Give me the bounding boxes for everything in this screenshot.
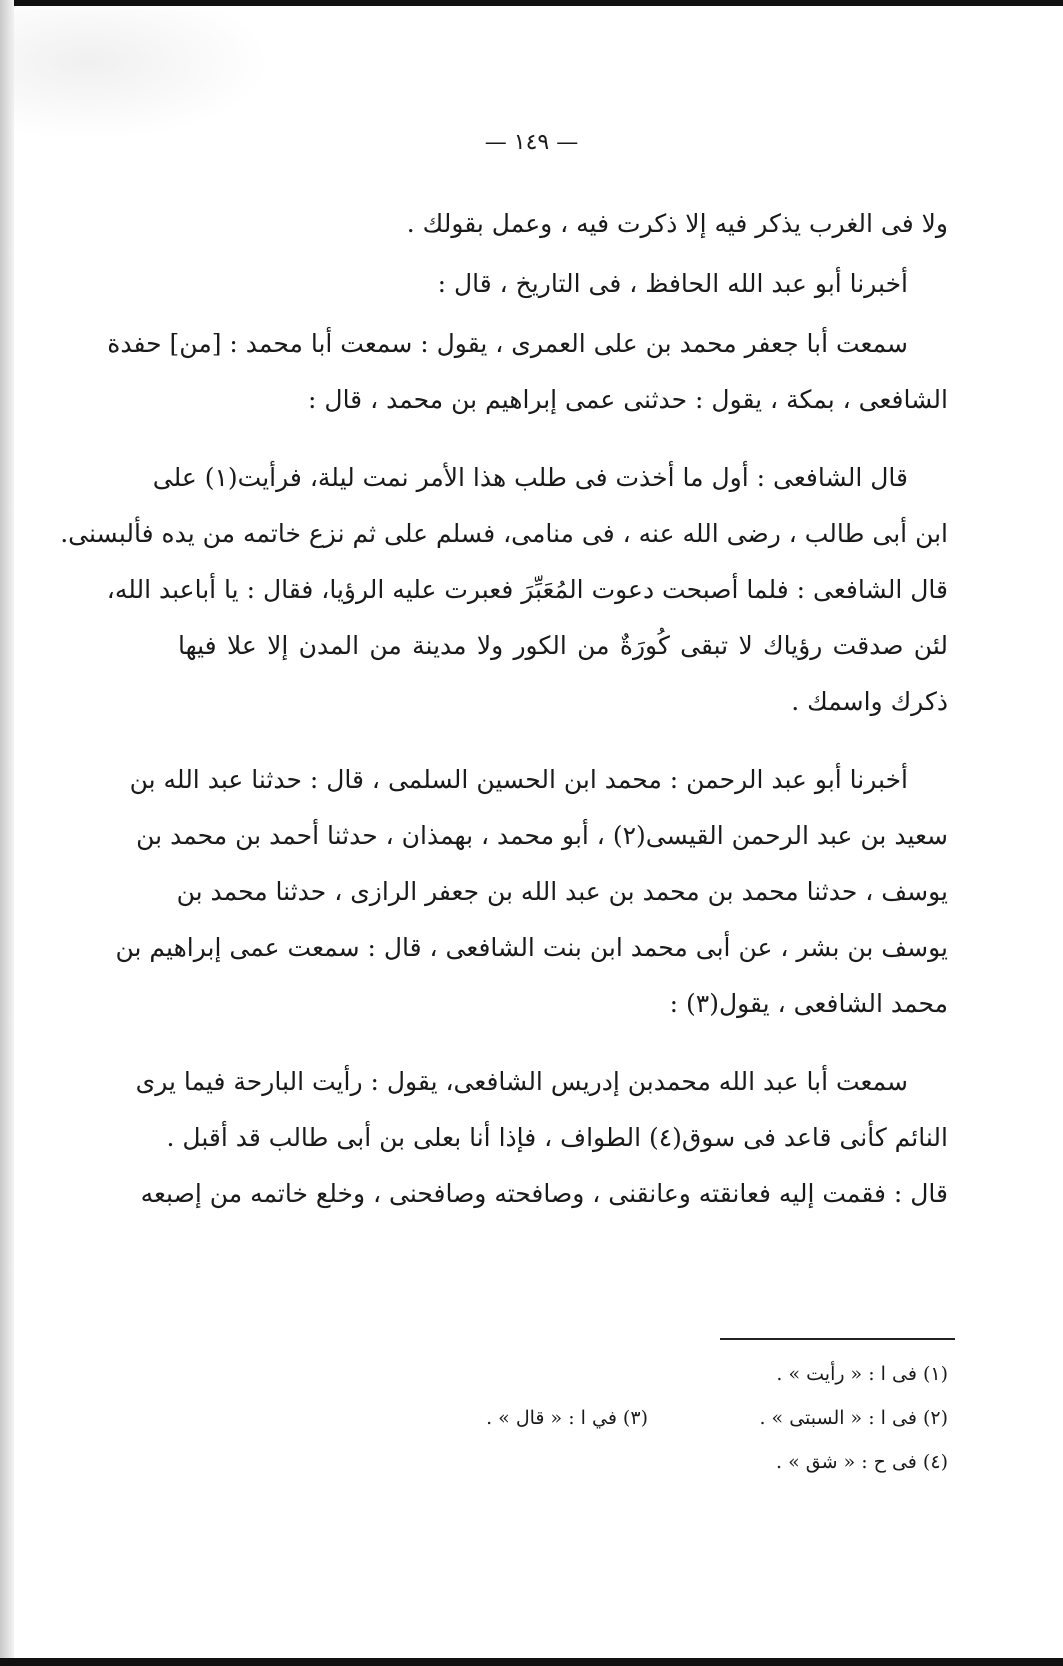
- text-line: يوسف ، حدثنا محمد بن محمد بن عبد الله بن جعفر الرازى ، حدثنا محمد بن: [176, 877, 948, 906]
- text-line: أخبرنا أبو عبد الرحمن : محمد ابن الحسين السلمى ، قال : حدثنا عبد الله بن: [129, 765, 908, 794]
- footnote-4: (٤) فى ح : « شق » .: [776, 1451, 948, 1473]
- footnote-row: [178, 1352, 948, 1396]
- text-line: ابن أبى طالب ، رضى الله عنه ، فى منامى، فسلم على ثم نزع خاتمه من يده فألبسنى.: [60, 519, 948, 548]
- footnote-1: (١) فى ا : « رأيت » .: [776, 1363, 948, 1385]
- top-scan-border: [0, 0, 1063, 6]
- paragraph-6: [135, 1054, 948, 1222]
- text-line: الشافعى ، بمكة ، يقول : حدثنى عمى إبراهيم بن محمد ، قال :: [308, 385, 948, 414]
- paragraph-1: [178, 196, 948, 252]
- scan-noise: [10, 10, 270, 140]
- text-line: ولا فى الغرب يذكر فيه إلا ذكرت فيه ، وعمل بقولك .: [406, 209, 948, 238]
- paragraph-3: [107, 316, 948, 428]
- footnote-row: [178, 1396, 948, 1440]
- footnote-3: (٣) في ا : « قال » .: [486, 1407, 648, 1429]
- text-line: أخبرنا أبو عبد الله الحافظ ، فى التاريخ ، قال :: [437, 269, 908, 298]
- paragraph-4: [60, 450, 948, 730]
- text-line: قال : فقمت إليه فعانقته وعانقنى ، وصافحته وصافحنى ، وخلع خاتمه من إصبعه: [140, 1179, 948, 1208]
- left-scan-edge: [0, 0, 14, 1666]
- text-line: قال الشافعى : فلما أصبحت دعوت المُعَبِّرَ فعبرت عليه الرؤيا، فقال : يا أباعبد الله،: [106, 575, 948, 604]
- text-line: لئن صدقت رؤياك لا تبقى كُورَةٌ من الكور ولا مدينة من المدن إلا علا فيها: [178, 631, 948, 660]
- text-line: ذكرك واسمك .: [791, 687, 948, 716]
- text-line: قال الشافعى : أول ما أخذت فى طلب هذا الأمر نمت ليلة، فرأيت(١) على: [152, 463, 908, 492]
- footnotes: [178, 1352, 948, 1484]
- footnote-2: (٢) فى ا : « السبتى » .: [759, 1407, 948, 1429]
- text-line: محمد الشافعى ، يقول(٣) :: [669, 989, 948, 1018]
- bottom-scan-border: [0, 1658, 1063, 1666]
- text-line: يوسف بن بشر ، عن أبى محمد ابن بنت الشافعى ، قال : سمعت عمى إبراهيم بن: [115, 933, 948, 962]
- text-line: سمعت أبا جعفر محمد بن على العمرى ، يقول : سمعت أبا محمد : [من] حفدة: [107, 329, 908, 358]
- page-number: — ١٤٩ —: [484, 130, 579, 155]
- paragraph-5: [115, 752, 948, 1032]
- footnote-separator: [720, 1338, 955, 1340]
- text-line: النائم كأنى قاعد فى سوق(٤) الطواف ، فإذا أنا بعلى بن أبى طالب قد أقبل .: [166, 1123, 948, 1152]
- paragraph-2: [178, 256, 948, 312]
- text-line: سمعت أبا عبد الله محمدبن إدريس الشافعى، يقول : رأيت البارحة فيما يرى: [135, 1067, 908, 1096]
- text-line: سعيد بن عبد الرحمن القيسى(٢) ، أبو محمد ، بهمذان ، حدثنا أحمد بن محمد بن: [136, 821, 948, 850]
- footnote-row: [178, 1440, 948, 1484]
- main-text: [60, 196, 948, 1244]
